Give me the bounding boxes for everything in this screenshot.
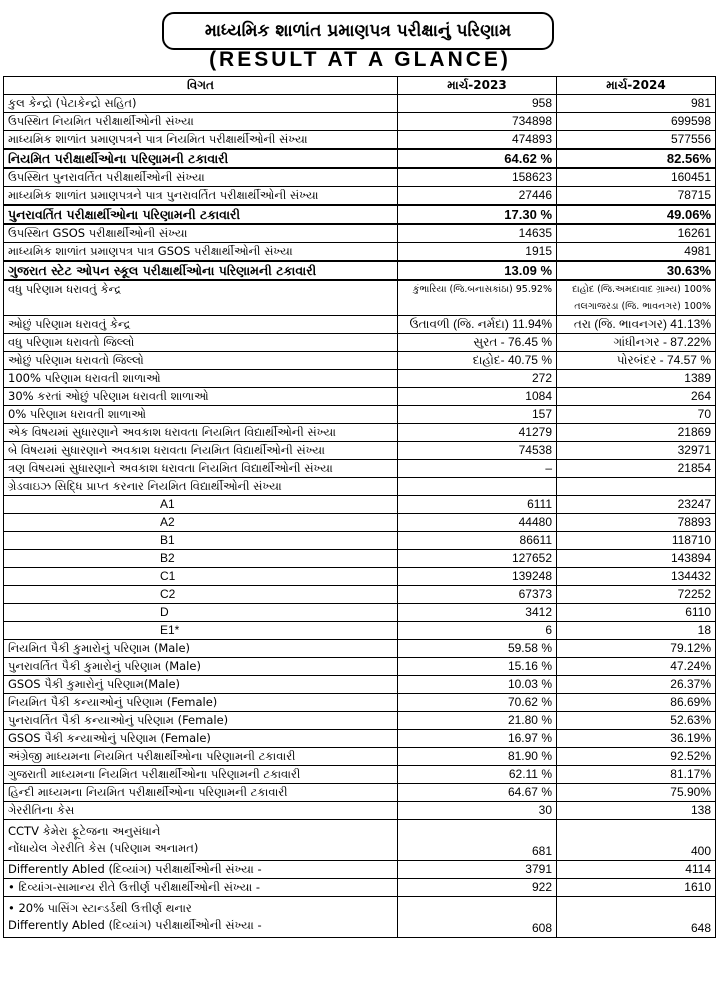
value-2024: 36.19% xyxy=(557,730,716,748)
value-2024: 18 xyxy=(557,622,716,640)
table-row xyxy=(4,879,716,897)
value-2024: 86.69% xyxy=(557,694,716,712)
row-label: માધ્યમિક શાળાંત પ્રમાણપત્ર પાત્ર GSOS પરીક્ષાર્થીઓની સંખ્યા xyxy=(4,243,398,262)
value-2024: 49.06% xyxy=(557,205,716,224)
row-label: ગુજરાત સ્ટેટ ઓપન સ્કૂલ પરીક્ષાર્થીઓના પરિણામની ટકાવારી xyxy=(4,261,398,280)
value-2024: 6110 xyxy=(557,604,716,622)
value-2023: 74538 xyxy=(398,442,557,460)
value-2023 xyxy=(398,478,557,496)
value-2023: 62.11 % xyxy=(398,766,557,784)
row-label: 0% પરિણામ ધરાવતી શાળાઓ xyxy=(4,406,398,424)
value-2023: 127652 xyxy=(398,550,557,568)
value-2024 xyxy=(557,280,716,316)
value-2024: 72252 xyxy=(557,586,716,604)
table-row xyxy=(4,676,716,694)
table-row xyxy=(4,131,716,150)
table-row xyxy=(4,532,716,550)
value-2023: 3791 xyxy=(398,861,557,879)
value-2024: 1389 xyxy=(557,370,716,388)
value-2023: 13.09 % xyxy=(398,261,557,280)
table-row xyxy=(4,478,716,496)
row-label: 100% પરિણામ ધરાવતી શાળાઓ xyxy=(4,370,398,388)
value-2023: 157 xyxy=(398,406,557,424)
row-label: માધ્યમિક શાળાંત પ્રમાણપત્રને પાત્ર નિયમિત પરીક્ષાર્થીઓની સંખ્યા xyxy=(4,131,398,150)
table-row xyxy=(4,205,716,224)
value-2024: 4981 xyxy=(557,243,716,262)
value-2024: તરા (જિ. ભાવનગર) 41.13% xyxy=(557,316,716,334)
value-2023: 21.80 % xyxy=(398,712,557,730)
row-label: ત્રણ વિષયમાં સુધારણાને અવકાશ ધરાવતા નિયમિત વિદ્યાર્થીઓની સંખ્યા xyxy=(4,460,398,478)
value-2024: 143894 xyxy=(557,550,716,568)
row-label: પુનરાવર્તિત પરીક્ષાર્થીઓના પરિણામની ટકાવારી xyxy=(4,205,398,224)
row-label: હિન્દી માધ્યમના નિયમિત પરીક્ષાર્થીઓના પરિણામની ટકાવારી xyxy=(4,784,398,802)
value-2024: 648 xyxy=(557,897,716,938)
table-row xyxy=(4,550,716,568)
value-2024 xyxy=(557,478,716,496)
value-2024: પોરબંદર - 74.57 % xyxy=(557,352,716,370)
row-label: B1 xyxy=(4,532,398,550)
value-2024: ગાંધીનગર - 87.22% xyxy=(557,334,716,352)
row-label: ઉપસ્થિત નિયમિત પરીક્ષાર્થીઓની સંખ્યા xyxy=(4,113,398,131)
value-2024: 92.52% xyxy=(557,748,716,766)
value-2024: 138 xyxy=(557,802,716,820)
value-2023: 474893 xyxy=(398,131,557,150)
value-2023: ઉતાવળી (જિ. નર્મદા) 11.94% xyxy=(398,316,557,334)
row-label: C2 xyxy=(4,586,398,604)
abled20-line2: Differently Abled (દિવ્યાંગ) પરીક્ષાર્થીઓની સંખ્યા - xyxy=(8,918,262,932)
table-row xyxy=(4,586,716,604)
row-label: માધ્યમિક શાળાંત પ્રમાણપત્રને પાત્ર પુનરાવર્તિત પરીક્ષાર્થીઓની સંખ્યા xyxy=(4,187,398,206)
row-label: નિયમિત પૈકી કુમારોનું પરિણામ (Male) xyxy=(4,640,398,658)
table-row xyxy=(4,95,716,113)
value-2023: 1084 xyxy=(398,388,557,406)
value-2023: 922 xyxy=(398,879,557,897)
table-row xyxy=(4,568,716,586)
table-row xyxy=(4,261,716,280)
row-label: • દિવ્યાંગ-સામાન્ય રીતે ઉત્તીર્ણ પરીક્ષાર્થીઓની સંખ્યા - xyxy=(4,879,398,897)
value-2024: 118710 xyxy=(557,532,716,550)
value-2024: 52.63% xyxy=(557,712,716,730)
row-label: A1 xyxy=(4,496,398,514)
row-label: ગુજરાતી માધ્યમના નિયમિત પરીક્ષાર્થીઓના પરિણામની ટકાવારી xyxy=(4,766,398,784)
row-label: 30% કરતાં ઓછું પરિણામ ધરાવતી શાળાઓ xyxy=(4,388,398,406)
row-label: ઉપસ્થિત પુનરાવર્તિત પરીક્ષાર્થીઓની સંખ્યા xyxy=(4,168,398,187)
table-row xyxy=(4,406,716,424)
row-label: ઉપસ્થિત GSOS પરીક્ષાર્થીઓની સંખ્યા xyxy=(4,224,398,243)
table-row xyxy=(4,187,716,206)
value-2024: 23247 xyxy=(557,496,716,514)
row-label: ઓછું પરિણામ ધરાવતો જિલ્લો xyxy=(4,352,398,370)
table-row xyxy=(4,748,716,766)
row-label: ગેરરીતિના કેસ xyxy=(4,802,398,820)
row-label: A2 xyxy=(4,514,398,532)
value-2023: 15.16 % xyxy=(398,658,557,676)
table-row xyxy=(4,694,716,712)
table-row xyxy=(4,243,716,262)
value-2024: 16261 xyxy=(557,224,716,243)
row-label: અંગ્રેજી માધ્યમના નિયમિત પરીક્ષાર્થીઓના પરિણામની ટકાવારી xyxy=(4,748,398,766)
value-2023: 59.58 % xyxy=(398,640,557,658)
row-label: D xyxy=(4,604,398,622)
table-row xyxy=(4,388,716,406)
row-label: કુલ કેન્દ્રો (પેટાકેન્દ્રો સહિત) xyxy=(4,95,398,113)
value-text: કુંભારિયા (જિ.બનાસકાંઠા) 95.92% xyxy=(412,284,552,295)
value-2024: 21869 xyxy=(557,424,716,442)
value-2024: 32971 xyxy=(557,442,716,460)
value-2024: 82.56% xyxy=(557,149,716,168)
value-2024: 699598 xyxy=(557,113,716,131)
row-label: પુનરાવર્તિત પૈકી કન્યાઓનું પરિણામ (Female) xyxy=(4,712,398,730)
cctv-line1: CCTV કેમેરા ફૂટેજના અનુસંધાને xyxy=(8,824,161,838)
row-label: GSOS પૈકી કન્યાઓનું પરિણામ (Female) xyxy=(4,730,398,748)
value-2024: 26.37% xyxy=(557,676,716,694)
table-row xyxy=(4,370,716,388)
value-2023: 44480 xyxy=(398,514,557,532)
value-2023: 158623 xyxy=(398,168,557,187)
table-row xyxy=(4,113,716,131)
value-2023: 608 xyxy=(398,897,557,938)
table-row xyxy=(4,784,716,802)
value-2023: 27446 xyxy=(398,187,557,206)
table-row xyxy=(4,442,716,460)
row-label: E1* xyxy=(4,622,398,640)
abled20-line1: • 20% પાસિંગ સ્ટાન્ડર્ડથી ઉત્તીર્ણ થનાર xyxy=(8,901,192,915)
value-2024: 4114 xyxy=(557,861,716,879)
row-label xyxy=(4,820,398,861)
value-2023: 139248 xyxy=(398,568,557,586)
value-2024: 79.12% xyxy=(557,640,716,658)
row-label: B2 xyxy=(4,550,398,568)
value-2024: 160451 xyxy=(557,168,716,187)
value-2023: 67373 xyxy=(398,586,557,604)
value-2024: 47.24% xyxy=(557,658,716,676)
value-2024: 78715 xyxy=(557,187,716,206)
value-2023: 70.62 % xyxy=(398,694,557,712)
table-row xyxy=(4,149,716,168)
row-label: નિયમિત પૈકી કન્યાઓનું પરિણામ (Female) xyxy=(4,694,398,712)
page-subtitle: (RESULT AT A GLANCE) xyxy=(209,48,511,71)
value-2023: 86611 xyxy=(398,532,557,550)
row-label: Differently Abled (દિવ્યાંગ) પરીક્ષાર્થીઓની સંખ્યા - xyxy=(4,861,398,879)
row-label: ગ્રેડવાઇઝ સિદ્ધિ પ્રાપ્ત કરનાર નિયમિત વિદ્યાર્થીઓની સંખ્યા xyxy=(4,478,398,496)
value-2023: – xyxy=(398,460,557,478)
value-2023: 6 xyxy=(398,622,557,640)
value-2023: 41279 xyxy=(398,424,557,442)
value-2023: 14635 xyxy=(398,224,557,243)
header-2023: માર્ચ-2023 xyxy=(398,77,557,95)
value-2024: 75.90% xyxy=(557,784,716,802)
value-2023: 734898 xyxy=(398,113,557,131)
table-row xyxy=(4,897,716,938)
table-row xyxy=(4,604,716,622)
table-row xyxy=(4,168,716,187)
value-2024: 78893 xyxy=(557,514,716,532)
result-table xyxy=(3,76,716,938)
row-label: વધુ પરિણામ ધરાવતું કેન્દ્ર xyxy=(4,280,398,316)
value-2023: 16.97 % xyxy=(398,730,557,748)
value-2023: 272 xyxy=(398,370,557,388)
value-2023: 64.62 % xyxy=(398,149,557,168)
value-2023: દાહોદ- 40.75 % xyxy=(398,352,557,370)
table-row xyxy=(4,280,716,316)
value-2023: 681 xyxy=(398,820,557,861)
value-2024: 70 xyxy=(557,406,716,424)
value-2024: 21854 xyxy=(557,460,716,478)
table-row xyxy=(4,766,716,784)
row-label: GSOS પૈકી કુમારોનું પરિણામ(Male) xyxy=(4,676,398,694)
value-2024: 400 xyxy=(557,820,716,861)
table-row xyxy=(4,730,716,748)
table-row xyxy=(4,820,716,861)
row-label: વધુ પરિણામ ધરાવતો જિલ્લો xyxy=(4,334,398,352)
value-2023 xyxy=(398,280,557,316)
value-2024: 81.17% xyxy=(557,766,716,784)
cctv-line2: નોંધાયેલ ગેરરીતિ કેસ (પરિણામ અનામત) xyxy=(8,841,199,855)
table-row xyxy=(4,496,716,514)
table-row xyxy=(4,658,716,676)
value-2024: 30.63% xyxy=(557,261,716,280)
value-2024: 577556 xyxy=(557,131,716,150)
value-2023: 64.67 % xyxy=(398,784,557,802)
value-2023: સુરત - 76.45 % xyxy=(398,334,557,352)
table-row xyxy=(4,861,716,879)
table-row xyxy=(4,316,716,334)
row-label: નિયમિત પરીક્ષાર્થીઓના પરિણામની ટકાવારી xyxy=(4,149,398,168)
value-text: તલગાજરડા (જિ. ભાવનગર) 100% xyxy=(574,301,711,312)
value-text: દાહોદ (જિ.અમદાવાદ ગ્રામ્ય) 100% xyxy=(572,284,711,295)
value-2023: 10.03 % xyxy=(398,676,557,694)
row-label xyxy=(4,897,398,938)
value-2023: 81.90 % xyxy=(398,748,557,766)
table-row xyxy=(4,802,716,820)
table-row xyxy=(4,460,716,478)
table-row xyxy=(4,712,716,730)
table-row xyxy=(4,334,716,352)
table-row xyxy=(4,622,716,640)
table-row xyxy=(4,224,716,243)
page-title: માધ્યમિક શાળાંત પ્રમાણપત્ર પરીક્ષાનું પરિણામ xyxy=(162,12,554,50)
value-2023: 3412 xyxy=(398,604,557,622)
header-detail: વિગત xyxy=(4,77,398,95)
value-2024: 264 xyxy=(557,388,716,406)
value-2024: 981 xyxy=(557,95,716,113)
row-label: બે વિષયમાં સુધારણાને અવકાશ ધરાવતા નિયમિત વિદ્યાર્થીઓની સંખ્યા xyxy=(4,442,398,460)
value-2023: 1915 xyxy=(398,243,557,262)
table-row xyxy=(4,352,716,370)
value-2023: 30 xyxy=(398,802,557,820)
table-row xyxy=(4,424,716,442)
row-label: C1 xyxy=(4,568,398,586)
value-2023: 17.30 % xyxy=(398,205,557,224)
table-row xyxy=(4,514,716,532)
value-2023: 6111 xyxy=(398,496,557,514)
row-label: પુનરાવર્તિત પૈકી કુમારોનું પરિણામ (Male) xyxy=(4,658,398,676)
row-label: ઓછું પરિણામ ધરાવતું કેન્દ્ર xyxy=(4,316,398,334)
header-2024: માર્ચ-2024 xyxy=(557,77,716,95)
value-2024: 1610 xyxy=(557,879,716,897)
value-2024: 134432 xyxy=(557,568,716,586)
table-row xyxy=(4,640,716,658)
value-2023: 958 xyxy=(398,95,557,113)
row-label: એક વિષયમાં સુધારણાને અવકાશ ધરાવતા નિયમિત વિદ્યાર્થીઓની સંખ્યા xyxy=(4,424,398,442)
